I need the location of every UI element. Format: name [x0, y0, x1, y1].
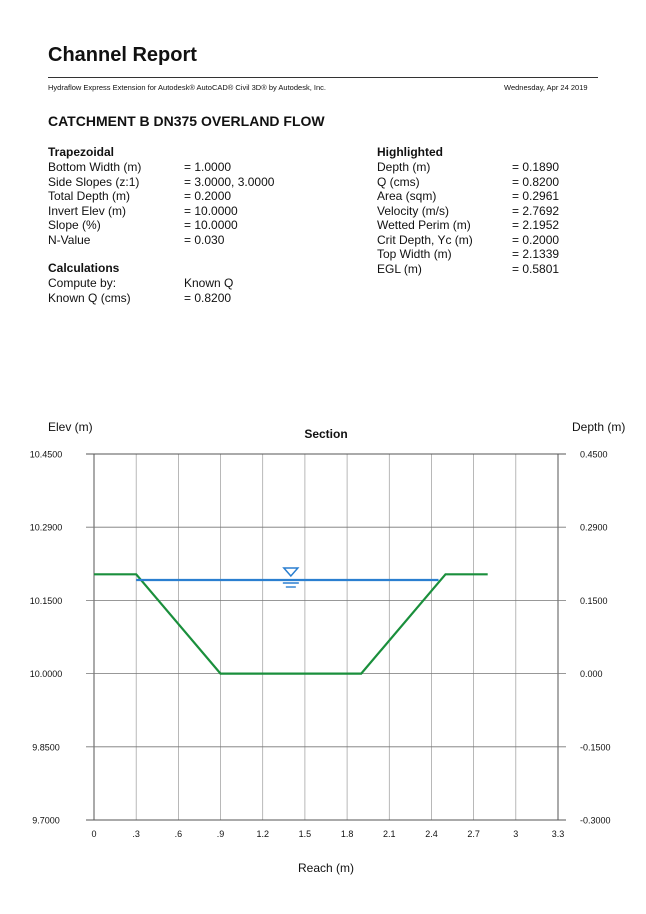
- x-axis-label: Reach (m): [297, 861, 355, 875]
- calculations-heading: Calculations: [48, 261, 120, 275]
- result-label: EGL (m): [377, 261, 422, 276]
- calc-value: = 0.8200: [184, 290, 232, 305]
- result-value: = 2.1339: [512, 247, 560, 261]
- calc-label: Known Q (cms): [48, 290, 131, 305]
- chart-title: Section: [304, 427, 348, 441]
- x-tick-label: 1.8: [340, 829, 354, 839]
- water-triangle: [284, 568, 298, 576]
- series-group: [94, 574, 488, 673]
- result-value: = 0.5801: [512, 261, 560, 276]
- param-value: = 3.0000, 3.0000: [184, 174, 275, 189]
- y-tick-label-right: 0.000: [580, 669, 603, 680]
- x-tick-label: .3: [132, 829, 140, 839]
- result-value: = 0.8200: [512, 174, 560, 189]
- channel-section-line: [94, 574, 488, 673]
- section-chart: [0, 410, 646, 890]
- param-value: = 1.0000: [184, 160, 232, 174]
- param-value: = 0.030: [184, 232, 225, 247]
- param-value: = 10.0000: [184, 218, 238, 232]
- param-label: N-Value: [48, 232, 91, 247]
- tick-labels: [30, 450, 611, 840]
- y-tick-label-right: 0.4500: [580, 449, 608, 460]
- result-label: Q (cms): [377, 174, 420, 189]
- y-tick-label-left: 10.0000: [29, 669, 63, 680]
- result-label: Wetted Perim (m): [377, 218, 471, 232]
- water-surface-icon: [283, 568, 299, 587]
- report-subtitle: Hydraflow Express Extension for Autodesk® AutoCAD® Civil 3D® by Autodesk, Inc.: [48, 83, 326, 92]
- grid: [86, 454, 566, 820]
- report-title: Channel Report: [48, 44, 197, 66]
- result-value: = 0.2961: [512, 189, 560, 203]
- y-tick-label-left: 10.1500: [29, 595, 63, 606]
- result-label: Depth (m): [377, 160, 431, 174]
- y-tick-label-right: -0.3000: [580, 815, 611, 826]
- x-tick-label: 1.5: [298, 829, 312, 839]
- y-tick-label-left: 10.2900: [29, 522, 63, 533]
- result-value: = 2.7692: [512, 203, 560, 218]
- result-label: Velocity (m/s): [377, 203, 450, 218]
- highlighted-heading: Highlighted: [377, 145, 443, 159]
- param-value: = 10.0000: [184, 203, 238, 218]
- y-tick-label-left: 9.7000: [32, 815, 60, 826]
- x-tick-label: 1.2: [256, 829, 269, 839]
- x-tick-label: 3: [513, 829, 519, 839]
- param-label: Side Slopes (z:1): [48, 174, 140, 189]
- param-label: Invert Elev (m): [48, 203, 127, 218]
- x-tick-label: .9: [216, 829, 225, 839]
- y-tick-label-right: -0.1500: [580, 742, 611, 753]
- y-tick-label-left: 10.4500: [29, 449, 63, 460]
- result-value: = 0.1890: [512, 160, 560, 174]
- param-label: Slope (%): [48, 218, 101, 232]
- result-label: Top Width (m): [377, 247, 452, 261]
- trapezoidal-heading: Trapezoidal: [48, 145, 115, 159]
- x-tick-label: .6: [174, 829, 183, 839]
- y-axis-label-left: Elev (m): [48, 420, 93, 434]
- result-value: = 0.2000: [512, 232, 560, 247]
- x-tick-label: 2.4: [425, 829, 438, 839]
- param-label: Total Depth (m): [48, 189, 131, 203]
- calc-value: Known Q: [184, 276, 234, 290]
- x-tick-label: 0: [91, 829, 97, 839]
- param-label: Bottom Width (m): [48, 160, 142, 174]
- x-tick-label: 2.7: [467, 829, 480, 839]
- param-value: = 0.2000: [184, 189, 232, 203]
- y-tick-label-left: 9.8500: [32, 742, 60, 753]
- x-tick-label: 2.1: [383, 829, 396, 839]
- x-tick-label: 3.3: [551, 829, 565, 839]
- project-title: CATCHMENT B DN375 OVERLAND FLOW: [48, 113, 325, 129]
- result-label: Area (sqm): [377, 189, 437, 203]
- report-date: Wednesday, Apr 24 2019: [504, 83, 588, 92]
- y-tick-label-right: 0.1500: [580, 595, 608, 606]
- result-value: = 2.1952: [512, 218, 560, 232]
- y-tick-label-right: 0.2900: [580, 522, 608, 533]
- y-axis-label-right: Depth (m): [572, 420, 626, 434]
- calc-label: Compute by:: [48, 276, 117, 290]
- header-rule: [48, 77, 598, 78]
- result-label: Crit Depth, Yc (m): [377, 232, 473, 247]
